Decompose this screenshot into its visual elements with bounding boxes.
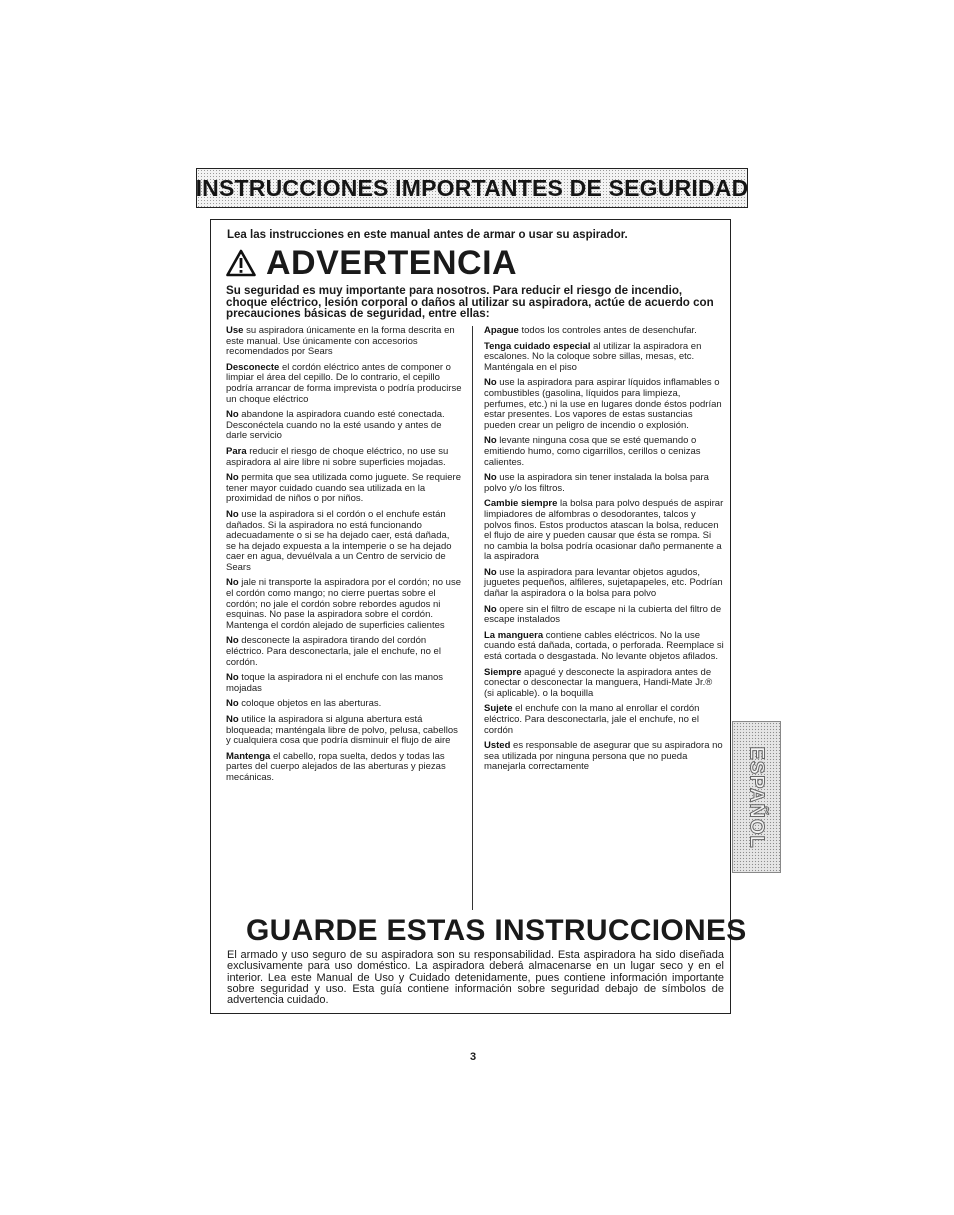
language-tab-label: ESPAÑOL <box>746 745 769 849</box>
instruction-text: el cabello, ropa suelta, dedos y todas las partes del cuerpo alejados de las aberturas y piezas mecánicas. <box>226 750 446 783</box>
instruction-text: use la aspiradora si el cordón o el enchufe están dañados. Si la aspiradora no está funcionando adecuadamente o si se ha dejado caer, está dañada, se ha dejado expuesta a la intemperie o se ha dejado caer en agua, devuélvala a un Centro de servicio de Sears <box>226 508 452 573</box>
instruction-text: al utilizar la aspiradora en escalones. No la coloque sobre sillas, mesas, etc. Manténgala en el piso <box>484 340 702 373</box>
instruction-text: es responsable de asegurar que su aspiradora no sea utilizada por ninguna persona que no pueda manejarla correctamente <box>484 740 723 773</box>
instruction-lead: Apague <box>484 325 519 336</box>
instruction-lead: No <box>226 714 239 725</box>
instruction-text: coloque objetos en las aberturas. <box>238 698 382 710</box>
column-divider <box>472 326 473 910</box>
instruction-item <box>226 510 462 574</box>
warning-triangle-icon <box>226 249 256 277</box>
instruction-item <box>226 699 462 710</box>
instruction-text: use la aspiradora sin tener instalada la bolsa para polvo y/o los filtros. <box>484 472 709 494</box>
instruction-lead: Sujete <box>484 703 513 715</box>
instruction-item <box>226 715 462 747</box>
instruction-item <box>484 704 724 736</box>
instruction-item <box>484 499 724 563</box>
instruction-item <box>484 668 724 700</box>
instruction-item <box>226 673 462 694</box>
instruction-lead: No <box>226 577 239 589</box>
instruction-lead: No <box>484 377 497 389</box>
instruction-text: su aspiradora únicamente en la forma descrita en este manual. Use únicamente con accesorios recomendados por Sears <box>226 325 455 358</box>
instruction-item <box>226 636 462 668</box>
instruction-lead: La manguera <box>484 629 544 641</box>
instruction-text: toque la aspiradora ni el enchufe con las manos mojadas <box>226 672 444 694</box>
instruction-lead: No <box>226 409 239 421</box>
instruction-lead: No <box>484 472 497 484</box>
instruction-text: reducir el riesgo de choque eléctrico, no use su aspiradora al aire libre ni sobre superficies mojadas. <box>226 445 449 468</box>
instruction-text: contiene cables eléctricos. No la use cuando está dañada, cortada, o perforada. Reemplace si está cortada o desgastada. No levante objetos afilados. <box>484 629 724 663</box>
instruction-text: la bolsa para polvo después de aspirar limpiadores de alfombras o desodorantes, talcos y polvos finos. Estos productos atascan la bolsa, reducen el flujo de aire y pueden causar que ésta se rompa. Si no cambia la bolsa podría ocasionar daño permanente a la aspiradora <box>484 498 724 563</box>
section-header <box>196 168 748 208</box>
instruction-text: jale ni transporte la aspiradora por el cordón; no use el cordón como mango; no cierre puertas sobre el cordón; no jale el cordón sobre rebordes agudos ni esquinas. No pase la aspiradora sobre el cordón. Mantenga el cordón alejado de superficies calientes <box>226 577 461 631</box>
warning-heading <box>226 246 517 280</box>
instruction-lead: Para <box>226 445 247 457</box>
instruction-lead: Use <box>226 325 244 336</box>
instruction-lead: No <box>226 508 239 520</box>
instruction-item <box>484 568 724 600</box>
instruction-item <box>484 631 724 663</box>
instruction-lead: Mantenga <box>226 750 271 762</box>
instruction-item <box>484 473 724 494</box>
instruction-lead: No <box>226 472 239 484</box>
instruction-text: use la aspiradora para aspirar líquidos inflamables o combustibles (gasolina, líquidos para limpieza, perfumes, etc.) ni la use en lugares donde éstos podrían estar presentes. Los vapores de estas sustancias pueden crear un peligro de incendio o explosión. <box>484 377 722 431</box>
instruction-item <box>226 326 462 358</box>
instructions-right-column <box>484 326 724 778</box>
instruction-item <box>484 342 724 374</box>
instruction-item <box>226 447 462 468</box>
instruction-item <box>484 378 724 431</box>
instruction-lead: No <box>484 435 497 447</box>
instruction-text: permita que sea utilizada como juguete. Se requiere tener mayor cuidado cuando sea utilizada en la proximidad de niños o por niños. <box>226 472 461 505</box>
instruction-item <box>484 605 724 626</box>
instruction-text: utilice la aspiradora si alguna abertura está bloqueada; manténgala libre de polvo, pelusa, cabellos y cualquiera cosa que podría disminuir el flujo de aire <box>226 714 458 747</box>
instruction-lead: No <box>484 566 497 578</box>
instruction-text: use la aspiradora para levantar objetos agudos, juguetes pequeños, alfileres, sujetapapeles, etc. Podrían dañar la aspiradora o la bolsa para polvo <box>484 566 723 600</box>
instruction-lead: Cambie siempre <box>484 498 558 510</box>
warning-title: ADVERTENCIA <box>266 244 518 282</box>
safety-lead-text: Su seguridad es muy importante para nosotros. Para reducir el riesgo de incendio, choque eléctrico, lesión corporal o daños al utilizar su aspiradora, actúe de acuerdo con precauciones básicas de seguridad, entre ellas: <box>226 284 714 320</box>
section-header-title: INSTRUCCIONES IMPORTANTES DE SEGURIDAD <box>195 174 749 201</box>
instruction-text: todos los controles antes de desenchufar. <box>518 325 697 336</box>
instruction-item <box>226 752 462 784</box>
instruction-item <box>226 473 462 505</box>
instruction-lead: Tenga cuidado especial <box>484 340 591 352</box>
instruction-text: el cordón eléctrico antes de componer o limpiar el área del cepillo. De lo contrario, el cepillo podría arrancar de forma imprevista o podría producirse un choque eléctrico <box>226 361 462 405</box>
page-number: 3 <box>470 1051 477 1063</box>
closing-paragraph: El armado y uso seguro de su aspiradora son su responsabilidad. Esta aspiradora ha sido diseñada exclusivamente para uso doméstico. La aspiradora deberá almacenarse en un lugar seco y en el interior. Lea este Manual de Uso y Cuidado detenidamente, pues contiene información importante sobre seguridad y uso. Esta guía contiene información sobre seguridad debajo de símbolos de advertencia cuidado. <box>227 949 724 1007</box>
instruction-text: apagué y desconecte la aspiradora antes de conectar o desconectar la manguera, Handi-Mate Jr.® (si aplicable). o la boquilla <box>484 666 713 699</box>
instruction-text: opere sin el filtro de escape ni la cubierta del filtro de escape instalados <box>484 603 722 626</box>
instruction-lead: No <box>484 603 497 615</box>
intro-text: Lea las instrucciones en este manual antes de armar o usar su aspirador. <box>227 229 628 241</box>
instruction-text: abandone la aspiradora cuando esté conectada. Desconéctela cuando no la esté usando y antes de darle servicio <box>226 409 445 442</box>
instructions-left-column <box>226 326 462 789</box>
instruction-lead: Desconecte <box>226 361 280 373</box>
instruction-lead: Siempre <box>484 666 522 678</box>
instruction-item <box>484 741 724 773</box>
instruction-text: levante ninguna cosa que se esté quemando o emitiendo humo, como cigarrillos, cerillos o cenizas calientes. <box>484 435 701 468</box>
instruction-item <box>226 363 462 405</box>
instruction-lead: Usted <box>484 740 511 752</box>
instruction-item <box>484 436 724 468</box>
instruction-lead: No <box>226 698 239 710</box>
instruction-lead: No <box>226 635 239 647</box>
instruction-item <box>226 410 462 442</box>
language-side-tab <box>732 721 781 873</box>
instruction-item <box>226 578 462 631</box>
instruction-text: desconecte la aspiradora tirando del cordón eléctrico. Para desconectarla, jale el enchufe, no el cordón. <box>226 635 441 668</box>
instruction-lead: No <box>226 672 239 684</box>
instruction-item <box>484 326 724 337</box>
instruction-text: el enchufe con la mano al enrollar el cordón eléctrico. Para desconectarla, jale el enchufe, no el cordón <box>484 703 700 736</box>
save-instructions-title: GUARDE ESTAS INSTRUCCIONES <box>246 914 747 947</box>
